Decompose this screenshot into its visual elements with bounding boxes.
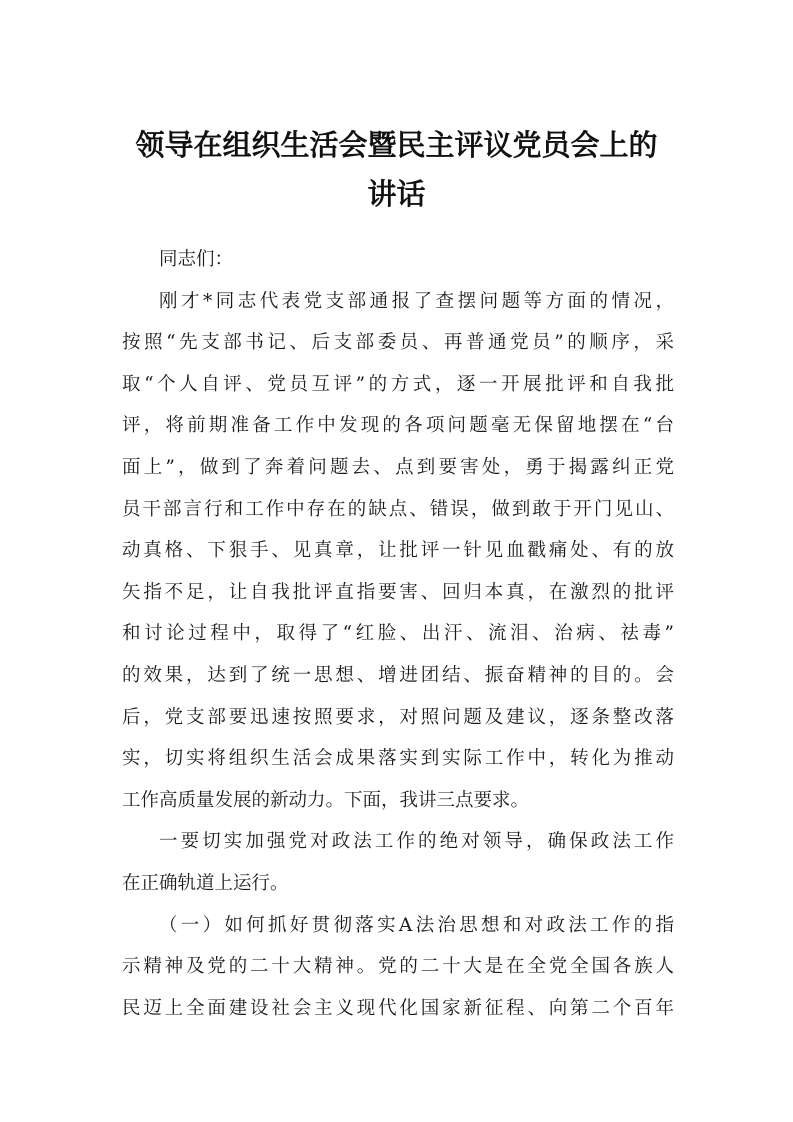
paragraph-1 [122, 281, 674, 822]
paragraph-3 [122, 905, 674, 1030]
greeting-text: 同志们： [159, 249, 234, 270]
text-line: 员干部言行和工作中存在的缺点、错误，做到敢于开门见山、 [122, 498, 674, 520]
paragraph-2 [122, 821, 674, 904]
text-line: 和讨论过程中，取得了“红脸、出汗、流泪、治病、祛毒” [122, 623, 674, 645]
text-line: 动真格、下狠手、见真章，让批评一针见血戳痛处、有的放 [122, 540, 674, 562]
text-line: 面上”，做到了奔着问题去、点到要害处，勇于揭露纠正党 [122, 456, 674, 478]
text-line: 示精神及党的二十大精神。党的二十大是在全党全国各族人 [122, 956, 674, 978]
text-line: 在正确轨道上运行。 [122, 872, 289, 894]
text-line: 刚才*同志代表党支部通报了查摆问题等方面的情况， [159, 290, 674, 312]
text-line: 后，党支部要迅速按照要求，对照问题及建议，逐条整改落 [122, 706, 674, 728]
text-line: 一要切实加强党对政法工作的绝对领导，确保政法工作 [159, 831, 674, 853]
text-line: 矢指不足，让自我批评直指要害、回归本真，在激烈的批评 [122, 581, 674, 603]
document-title-line-2: 讲话 [367, 177, 426, 211]
document-body [122, 239, 674, 1029]
text-line: 按照“先支部书记、后支部委员、再普通党员”的顺序，采 [122, 332, 674, 354]
text-line: 工作高质量发展的新动力。下面，我讲三点要求。 [122, 789, 530, 811]
text-line: （一）如何抓好贯彻落实A法治思想和对政法工作的指 [159, 914, 674, 936]
text-line: 取“个人自评、党员互评”的方式，逐一开展批评和自我批 [122, 373, 674, 395]
text-line: 评，将前期准备工作中发现的各项问题毫无保留地摆在“台 [122, 415, 674, 437]
text-line: 实，切实将组织生活会成果落实到实际工作中，转化为推动 [122, 748, 674, 770]
document-title-line-1: 领导在组织生活会暨民主评议党员会上的 [135, 128, 658, 162]
text-line: 的效果，达到了统一思想、增进团结、振奋精神的目的。会 [122, 664, 674, 686]
greeting [122, 239, 674, 281]
text-line: 民迈上全面建设社会主义现代化国家新征程、向第二个百年 [122, 997, 674, 1019]
